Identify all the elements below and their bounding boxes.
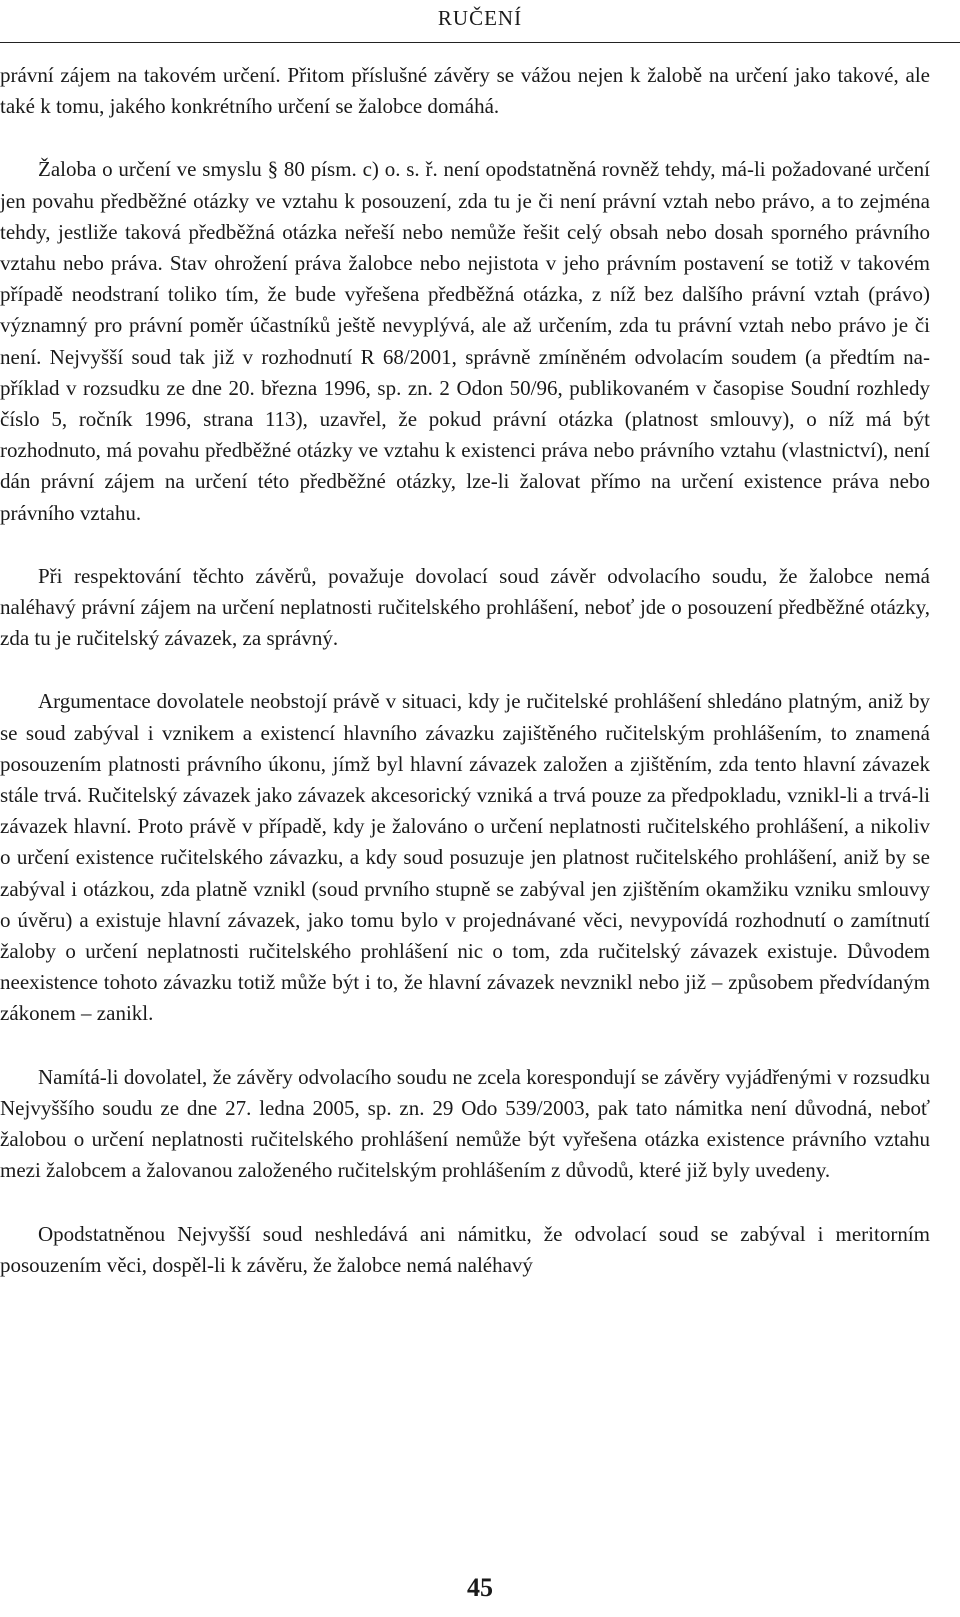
paragraph: Argumentace dovolatele neobstojí právě v situaci, kdy je ručitelské prohlášení shledáno platným, aniž by se soud zabýval i vznikem a existencí hlavního závazku zajištěného ručitelským prohlášením, to znamená posouzením platnosti právního úkonu, jímž byl hlavní závazek založen a zjištěním, zda tento hlavní závazek stále trvá. Ručitelský závazek jako závazek akcesorický vzniká a trvá pouze za předpokladu, vznikl-li a trvá-li závazek hlavní. Proto právě v případě, kdy je žalováno o určení neplatnosti ručitelského prohlášení, a nikoliv o určení existence ručitelského závazku, a kdy soud posuzuje jen platnost ručitelského prohlášení, aniž by se zabýval i otázkou, zda platně vznikl (soud prvního stupně se zabýval jen zjištěním okamžiku vzniku smlouvy o úvěru) a existuje hlavní závazek, jako tomu bylo v projednávané věci, nevypovídá rozhodnutí o zamítnutí žaloby o určení neplatnosti ručitelského prohlášení nic o tom, zda ručitelský závazek existuje. Důvodem neexistence tohoto závazku totiž může být i to, že hlavní závazek nevznikl nebo již – způsobem předvídaným zákonem – zanikl. [0,689,930,1026]
paragraph: Při respektování těchto závěrů, považuje dovolací soud závěr odvolacího soudu, že žalobce nemá naléhavý právní zájem na určení neplatnosti ručitelského prohlášení, neboť jde o posouzení předběžné otázky, zda tu je ručitelský závazek, za správný. [0,563,930,651]
paragraph: Žaloba o určení ve smyslu § 80 písm. c) o. s. ř. není opodstatněná rovněž tehdy, má-li požadované určení jen povahu předběžné otázky ve vztahu k posouzení, zda tu je či není právní vztah nebo právo, a to zejména tehdy, jestliže taková předběžná otázka neřeší nebo nemůže řešit celý obsah nebo dosah sporného právního vztahu nebo práva. Stav ohrožení práva žalobce nebo nejistota v jeho právním postavení se totiž v takovém případě neodstraní toliko tím, že bude vyřešena předběžná otázka, z níž bez dalšího právní vztah (právo) významný pro právní poměr účastníků ještě nevyplývá, ale až určením, zda tu právní vztah nebo právo je či není. Nejvyšší soud tak již v rozhodnutí R 68/2001, správně zmíněném odvolacím soudem (a předtím například v rozsudku ze dne 20. března 1996, sp. zn. 2 Odon 50/96, publikovaném v časopise Soudní rozhledy číslo 5, ročník 1996, strana 113), uzavřel, že pokud právní otázka (platnost smlouvy), o níž má být rozhodnuto, má povahu předběžné otázky ve vztahu k existenci práva nebo právního vztahu (vlastnictví), není dán právní zájem na určení této předběžné otázky, lze-li žalovat přímo na určení existence práva nebo právního vztahu. [0,157,930,525]
paragraph: Namítá-li dovolatel, že závěry odvolacího soudu ne zcela korespondují se závěry vyjádřenými v rozsudku Nejvyššího soudu ze dne 27. ledna 2005, sp. zn. 29 Odo 539/2003, pak tato námitka není důvodná, neboť žalobou o určení neplatnosti ručitelského prohlášení nemůže být vyřešena otázka existence právního vztahu mezi žalobcem a žalovanou založeného ručitelským prohlášením z důvodů, které již byly uvedeny. [0,1064,930,1183]
paragraph-continued: právní zájem na takovém určení. Přitom příslušné závěry se vážou nejen k žalobě na určení jako takové, ale také k tomu, jakého konkrétního určení se žalobce domáhá. [0,63,930,119]
page-number: 45 [467,1573,493,1602]
running-header: RUČENÍ [437,6,523,30]
paragraph: Opodstatněnou Nejvyšší soud neshledává ani námitku, že odvolací soud se zabýval i meritorním posouzením věci, dospěl-li k závěru, že žalobce nemá naléhavý [0,1221,930,1277]
body-text [0,60,930,1281]
header-rule [0,42,960,43]
